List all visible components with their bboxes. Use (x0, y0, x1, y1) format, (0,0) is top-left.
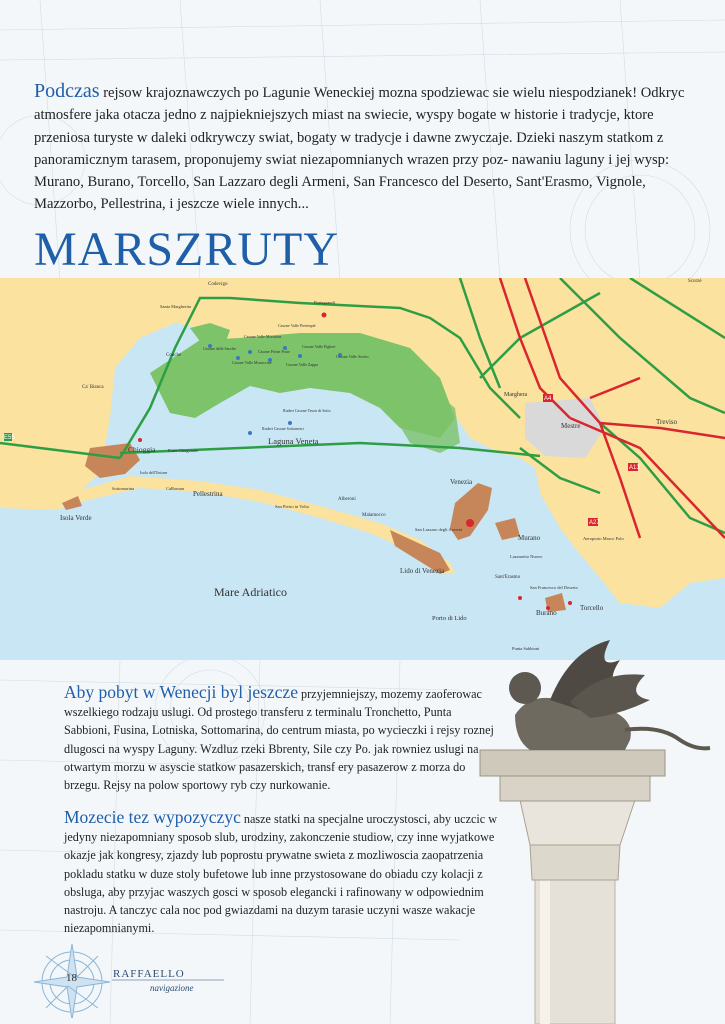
portegrandi-point (322, 313, 327, 318)
label-casone1: Casone delle Sacche (203, 346, 236, 351)
label-san-lazzaro: San Lazzaro degli Armeni (415, 527, 463, 532)
label-casone3: Casone Valle Pierimpiè (278, 323, 316, 328)
road-label-a4: A4 (544, 396, 552, 402)
label-san-erasmo: Sant'Erasmo (495, 575, 521, 580)
page-number: 18 (66, 972, 77, 984)
label-ruderi1: Ruderi Casone Teson di Sotto (283, 408, 331, 413)
label-casone2: Casone Valle Morosina (244, 334, 282, 339)
label-lido: Lido di Venezia (400, 567, 445, 575)
section-rental-lead: Mozecie tez wypozyczyc (64, 807, 241, 827)
venezia-point (466, 519, 474, 527)
label-casone6: Casone Valle Figheri (302, 344, 336, 349)
label-ruderi2: Ruderi Casone Sottomerri (262, 426, 304, 431)
label-aeroporto: Aeroporto Marco Polo (583, 536, 624, 541)
label-san-francesco: San Francesco del Deserto (530, 585, 578, 590)
section-services (64, 683, 500, 794)
label-porto-lido: Porto di Lido (432, 615, 467, 622)
label-portegrandi: Portegrandi (314, 300, 335, 305)
intro-text: rejsow krajoznawczych po Lagunie Weneckiej mozna spodziewac sie wielu niespodzianek! Odkryc atmosfere jaka otacza jedno z najpiekniejszych miast na swiecie, wyspy bogate w historie i tradycje, ktore przeniosa turyste w daleki odkrywczy swiat, bogaty w tradycje i dawne zwyczaje. Dzieki naszym statkom z panoramicznym tarasem, proponujemy swiat niezapomnianych wrazen przy poz- nawaniu laguny i jej wysp: Murano, Burano, Torcello, San Lazzaro degli Armeni, San Francesco del Deserto, Sant'Erasmo, Vignole, Mazzorbo, Pellestrina, i jeszcze wiele innych... (34, 85, 685, 213)
road-label-a27: A27 (589, 520, 600, 526)
brand-name: RAFFAELLO (113, 968, 185, 980)
label-sottomarina: Sottomarina (112, 486, 134, 491)
label-santa-margherita: Santa Margherita (160, 304, 192, 309)
section-rental (64, 808, 520, 937)
label-marghera: Marghera (504, 392, 528, 398)
label-malamocco: Malamocco (362, 513, 386, 518)
label-pellestrina: Pellestrina (193, 490, 223, 498)
label-venezia: Venezia (450, 478, 473, 486)
label-chioggia: Chioggia (128, 445, 156, 454)
road-label-a13: A13 (629, 465, 640, 471)
label-ca-roman: CaRoman (166, 486, 184, 491)
intro-paragraph (34, 80, 694, 216)
torcello-point (568, 601, 572, 605)
label-ca-bianca: Ca' Bianca (82, 385, 104, 390)
label-lazzaretto: Lazzaretto Nuovo (510, 554, 543, 559)
section-services-text: przyjemniejszy, mozemy zaoferowac wszelkiego rodzaju uslugi. Od prostego transferu z terminalu Tronchetto, Punta Sabbioni, Fusina, Lotniska, Sottomarina, do centrum miasta, po wycieczki i rejsy roznej dlugosci na wyspy Laguny. Wzdluz rzeki Bbrenty, Sile czy Po. jak rowniez uslugi na otwartym morzu w asyscie statkow pasazerskich, transf ery pasazerow z morza do brzegu. Rejsy na polow sportowy ryb czy nurkowanie. (64, 687, 494, 793)
label-alberoni: Alberoni (338, 497, 356, 502)
label-conche: Conche (166, 353, 182, 358)
label-isola-verde: Isola Verde (60, 514, 92, 522)
porto-point (518, 596, 522, 600)
label-casone4: Casone Prime Poste (258, 349, 290, 354)
section-services-lead: Aby pobyt w Wenecji byl jeszcze (64, 682, 298, 702)
label-sea: Mare Adriatico (214, 585, 287, 599)
section-rental-text: nasze statki na specjalne uroczystosci, aby uczcic w jedyny niezapomniany sposob slub, urodziny, zakonczenie studiow, czy inne wyjatkowe okazje jak kongresy, zjazdy lub poprostu prywatne swieta z mozliwoscia zaopatrzenia pokladu statku w duze stoly bufetowe lub inne przystosowane do obiadu czy kolacji z obsluga, aby przyjac waszych gosci w sposob elegancki i rafinowany w odpowiednim nastroju. A tanczyc cala noc pod gwiazdami na duzym tarasie uczyni wasze wakacje niezapomnianymi. (64, 812, 498, 936)
label-murano: Murano (518, 534, 541, 542)
label-scorze: Scorzè (688, 279, 702, 284)
label-san-pietro: San Pietro in Volta (275, 504, 309, 509)
label-punta-sabbioni: Punta Sabbioni (512, 646, 540, 651)
label-lagoon: Laguna Veneta (268, 436, 319, 446)
label-treviso: Treviso (656, 418, 678, 426)
label-isola-unione: Isola dell'Unione (140, 470, 168, 475)
label-casone8: Casone Valle Mozaccine (232, 360, 272, 365)
label-casone5: Casone Valle Zappa (286, 362, 318, 367)
winged-lion-column-image (460, 630, 725, 1024)
road-label-e55: E55 (4, 435, 15, 441)
chioggia-point (138, 438, 142, 442)
label-torcello: Torcello (580, 604, 604, 612)
label-burano: Burano (536, 609, 557, 617)
lagoon-map (0, 278, 725, 660)
label-mestre: Mestre (561, 422, 581, 430)
page-title: MARSZRUTY (34, 223, 340, 276)
intro-lead: Podczas (34, 80, 100, 102)
brand-subtitle: navigazione (150, 983, 194, 993)
label-codevigo: Codevigo (208, 282, 228, 287)
label-forte: Forte Ottagonale (168, 448, 199, 453)
label-casone7: Casone Valle Averto (336, 354, 369, 359)
